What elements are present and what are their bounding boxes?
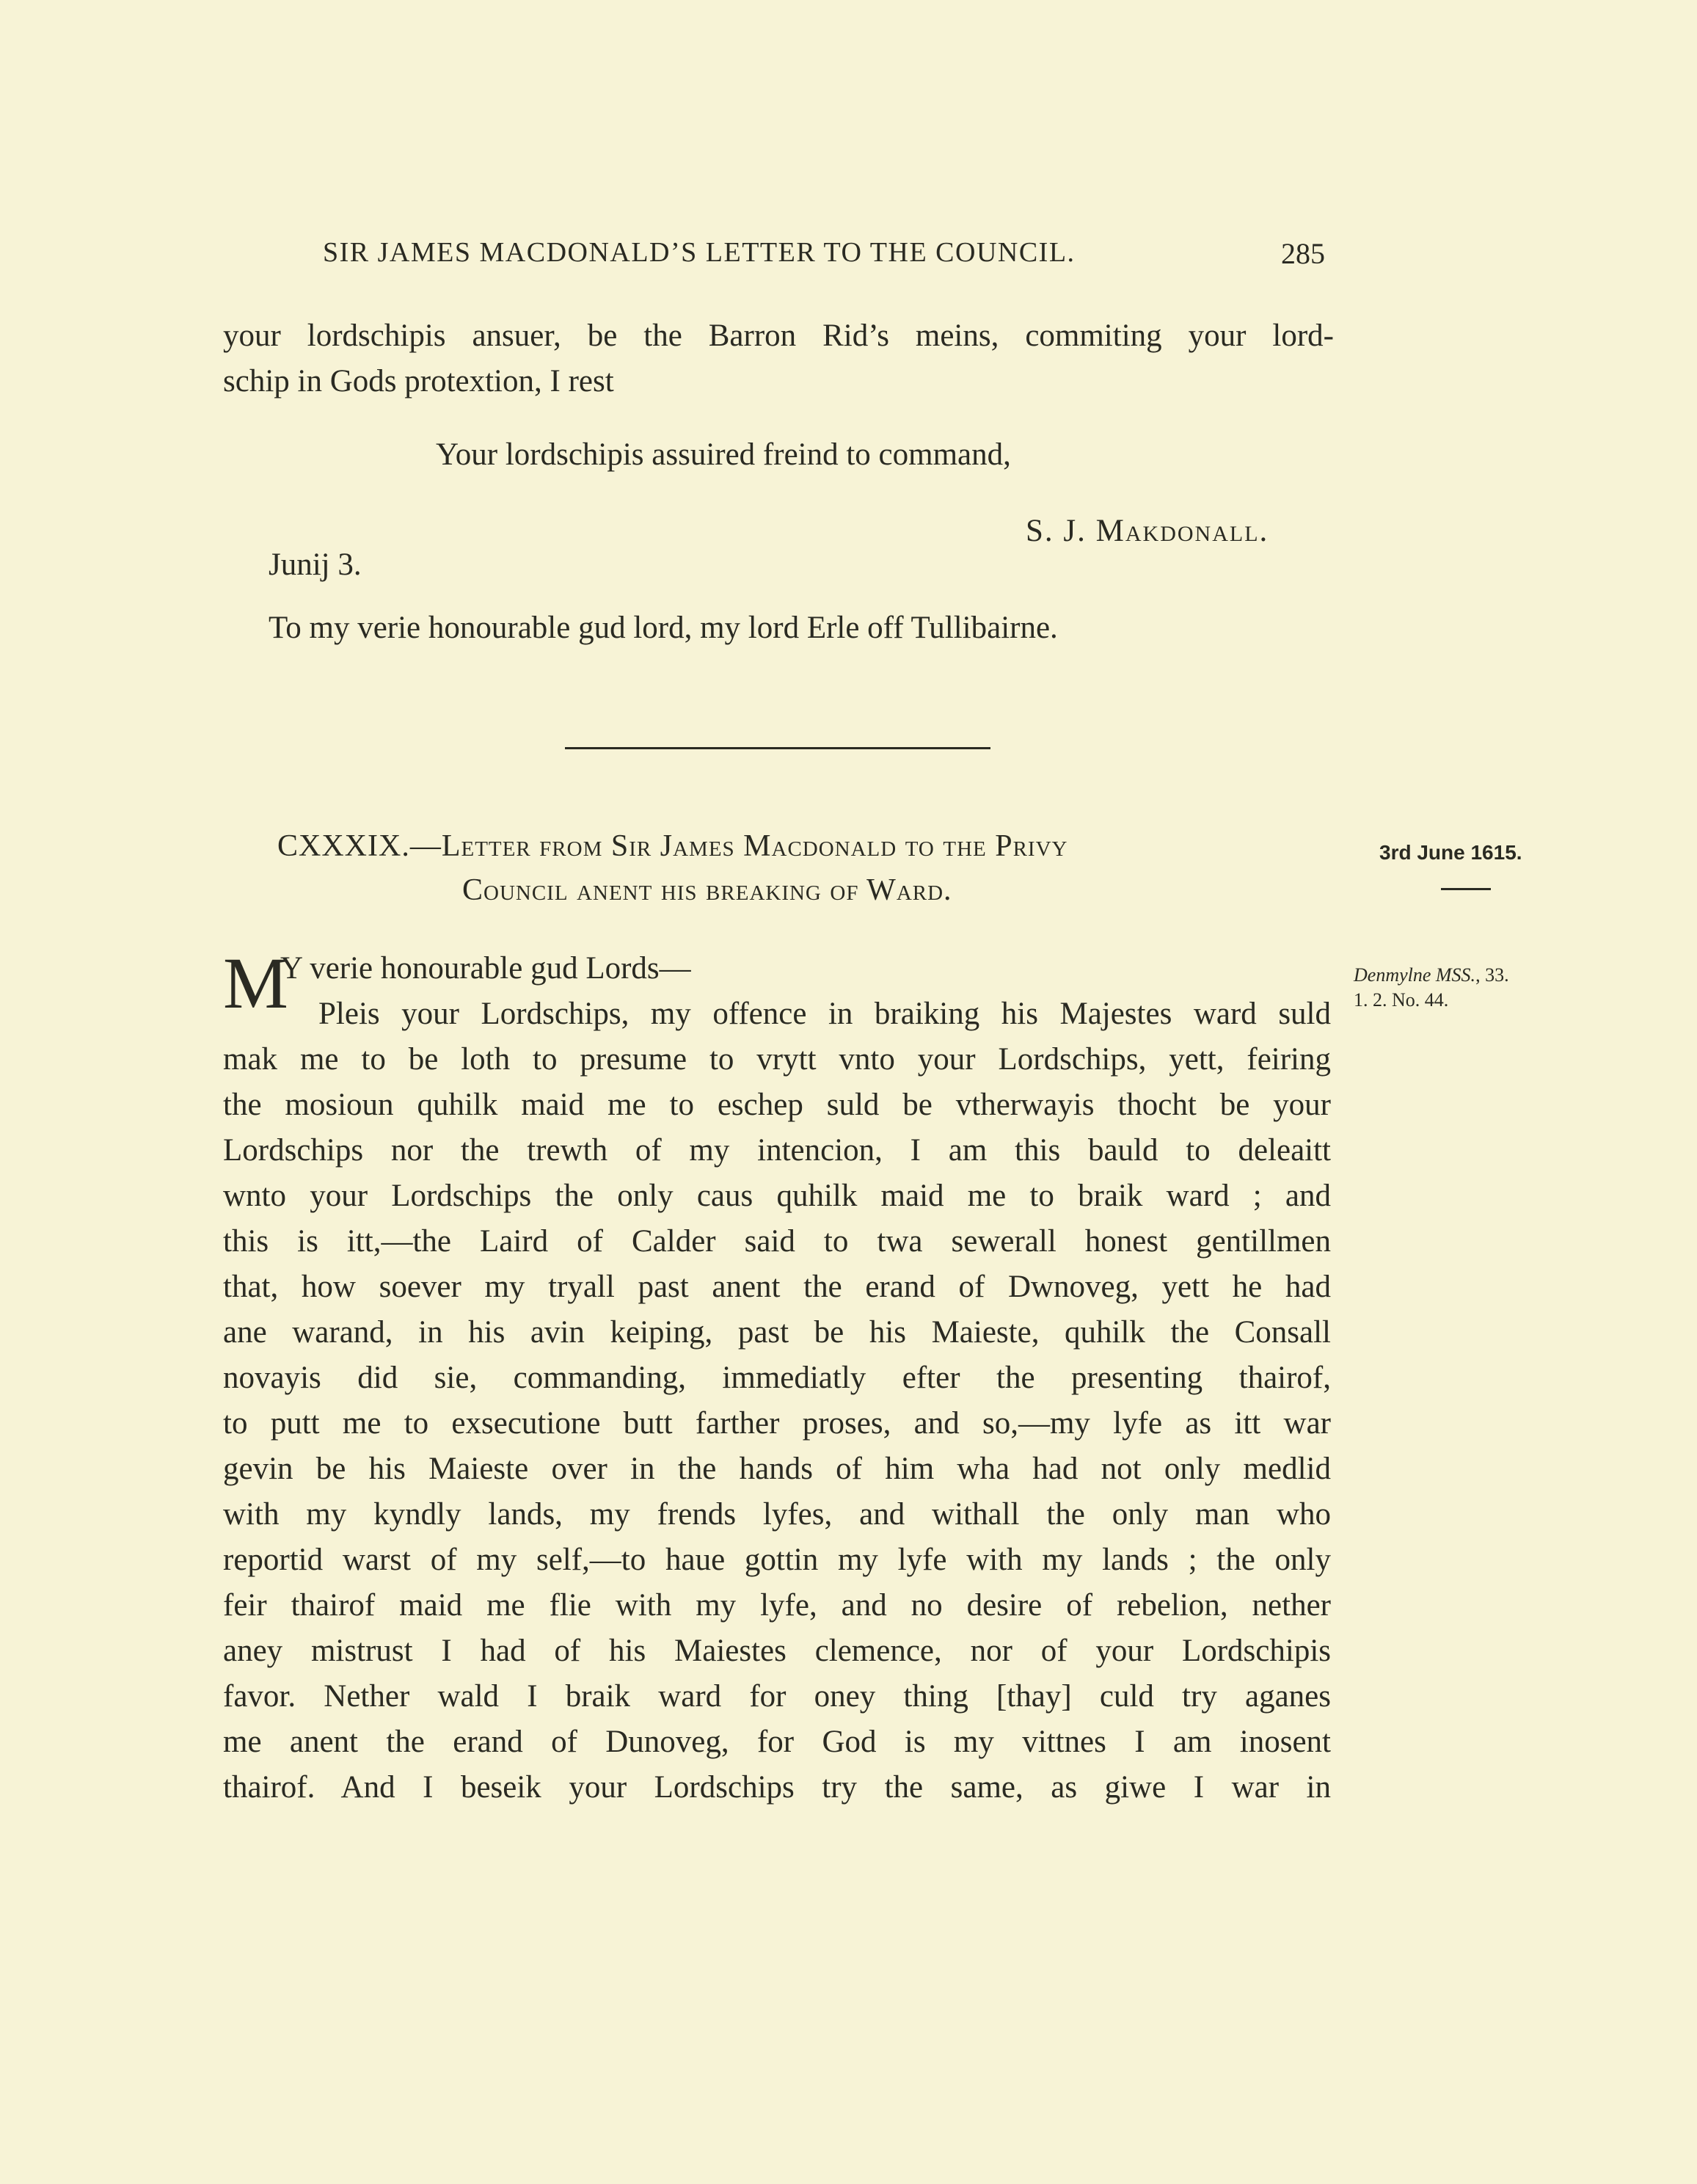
letter-line-1: your lordschipis ansuer, be the Barron Rid’s meins, commiting your lord- — [223, 318, 1334, 353]
body-line-18: thairof. And I beseik your Lordschips try the same, as giwe I war in — [223, 1770, 1331, 1805]
margin-date: 3rd June 1615. — [1379, 841, 1522, 864]
page-number: 285 — [1281, 237, 1325, 270]
letter-date: Junij 3. — [269, 547, 362, 582]
body-line-12: with my kyndly lands, my frends lyfes, and withall the only man who — [223, 1497, 1331, 1532]
body-line-1: Pleis your Lordschips, my offence in braiking his Majestes ward suld — [318, 997, 1331, 1031]
letter-line-2: schip in Gods protextion, I rest — [223, 364, 614, 398]
source-title: Denmylne MSS. — [1354, 964, 1476, 986]
body-line-9: novayis did sie, commanding, immediatly efter the presenting thairof, — [223, 1361, 1331, 1395]
margin-source — [1354, 963, 1509, 1013]
section-divider — [565, 747, 990, 749]
body-line-13: reportid warst of my self,—to haue gottin my lyfe with my lands ; the only — [223, 1543, 1331, 1577]
letter-signature: S. J. Makdonall. — [1026, 514, 1269, 548]
letter-closing: Your lordschipis assuired freind to command, — [436, 437, 1011, 472]
source-ref-2: 1. 2. No. 44. — [1354, 989, 1449, 1011]
body-line-17: me anent the erand of Dunoveg, for God is my vittnes I am inosent — [223, 1725, 1331, 1759]
drop-cap: M — [223, 942, 288, 1024]
body-line-3: the mosioun quhilk maid me to eschep suld be vtherwayis thocht be your — [223, 1088, 1331, 1122]
body-line-6: this is itt,—the Laird of Calder said to twa sewerall honest gentillmen — [223, 1224, 1331, 1259]
body-line-8: ane warand, in his avin keiping, past be his Maieste, quhilk the Consall — [223, 1315, 1331, 1350]
body-line-14: feir thairof maid me flie with my lyfe, and no desire of rebelion, nether — [223, 1588, 1331, 1623]
body-line-7: that, how soever my tryall past anent the erand of Dwnoveg, yett he had — [223, 1270, 1331, 1304]
body-line-4: Lordschips nor the trewth of my intencion, I am this bauld to deleaitt — [223, 1133, 1331, 1168]
section-number: CXXXIX. — [277, 829, 410, 863]
body-line-16: favor. Nether wald I braik ward for oney thing [thay] culd try aganes — [223, 1679, 1331, 1714]
body-line-5: wnto your Lordschips the only caus quhilk maid me to braik ward ; and — [223, 1179, 1331, 1213]
section-title-part-1: —Letter from Sir James Macdonald to the Privy — [409, 829, 1068, 863]
running-head: SIR JAMES MACDONALD’S LETTER TO THE COUNCIL. — [323, 237, 1076, 268]
letter-address: To my verie honourable gud lord, my lord Erle off Tullibairne. — [269, 611, 1058, 645]
body-line-15: aney mistrust I had of his Maiestes clemence, nor of your Lordschipis — [223, 1634, 1331, 1668]
source-ref-1: , 33. — [1475, 964, 1509, 986]
section-title-part-2: Council anent his breaking of Ward. — [462, 873, 952, 907]
body-line-11: gevin be his Maieste over in the hands of him wha had not only medlid — [223, 1452, 1331, 1486]
section-heading-line-1 — [277, 823, 1068, 869]
body-line-10: to putt me to exsecutione butt farther proses, and so,—my lyfe as itt war — [223, 1406, 1331, 1441]
margin-date-rule — [1441, 888, 1491, 890]
body-line-2: mak me to be loth to presume to vrytt vnto your Lordschips, yett, feiring — [223, 1042, 1331, 1077]
salutation: Y verie honourable gud Lords— — [280, 951, 691, 986]
